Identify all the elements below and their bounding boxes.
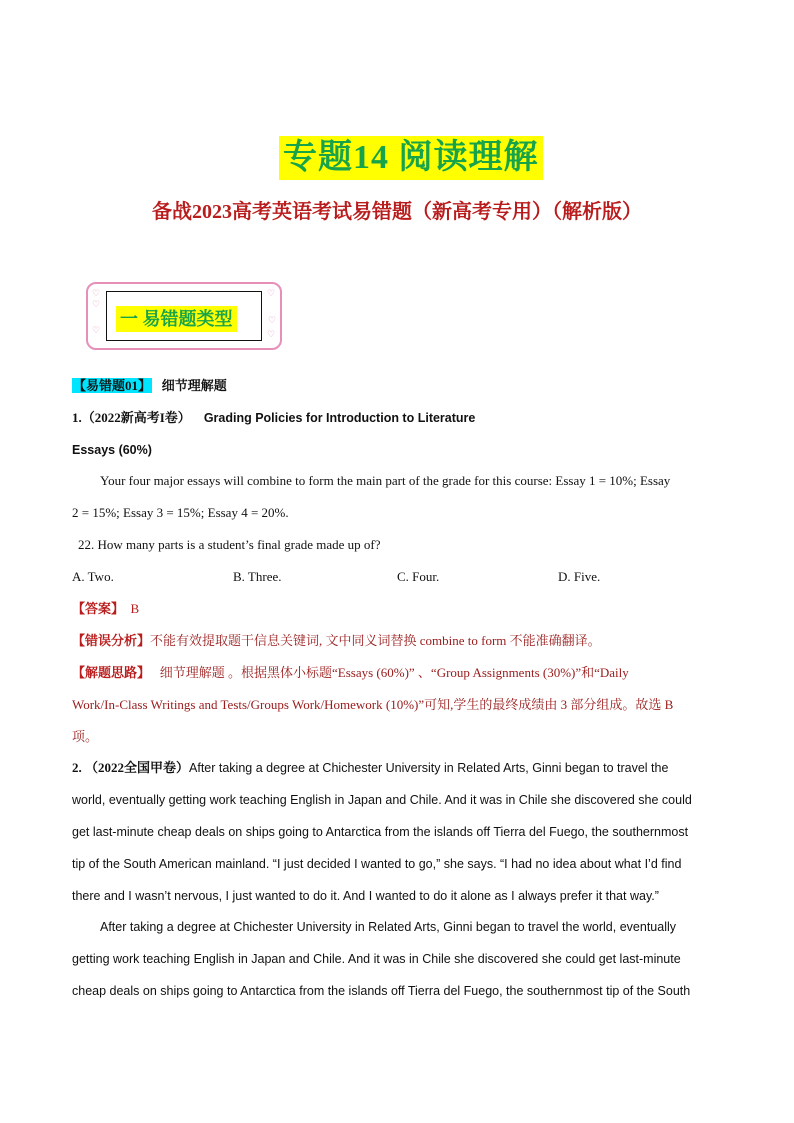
q1-solution xyxy=(72,663,629,683)
q1-error-analysis xyxy=(72,631,601,651)
section-heading: 一 易错题类型 xyxy=(116,306,237,332)
page-title: 专题14 阅读理解 xyxy=(279,136,543,180)
q1-option-c: C. Four. xyxy=(397,569,440,584)
solution-text: Work/In-Class Writings and Tests/Groups Work/Homework (10%)”可知,学生的最终成绩由 3 部分组成。故选 B xyxy=(72,697,674,712)
q2-passage-line xyxy=(72,758,668,778)
q2-text: After taking a degree at Chichester University in Related Arts, Ginni began to travel the xyxy=(189,761,669,775)
solution-text: 细节理解题 。根据黑体小标题“Essays (60%)” 、“Group Assignments (30%)”和“Daily xyxy=(159,665,629,680)
answer-value: B xyxy=(130,601,140,616)
heart-icon: ♡ xyxy=(92,299,101,309)
solution-label: 【解题思路】 xyxy=(72,665,151,680)
q2-passage-line: cheap deals on ships going to Antarctica from the islands off Tierra del Fuego, the southernmost tip of the South xyxy=(72,984,691,998)
q1-option-b: B. Three. xyxy=(233,569,282,584)
q1-answer xyxy=(72,599,139,619)
heart-icon: ♡ xyxy=(268,315,277,325)
q2-passage-line: getting work teaching English in Japan and Chile. And it was in Chile she discovered she could get last-minute xyxy=(72,952,681,966)
q1-source: 1.（2022新高考I卷） xyxy=(72,410,191,425)
error-text: 不能有效提取题干信息关键词, 文中同义词替换 combine to form 不能准确翻译。 xyxy=(150,633,601,648)
answer-label: 【答案】 xyxy=(72,601,125,616)
q1-option-a: A. Two. xyxy=(72,569,114,584)
q1-question: 22. How many parts is a student’s final grade made up of? xyxy=(78,537,381,552)
q1-option-d: D. Five. xyxy=(558,569,601,584)
q1-subheading: Essays (60%) xyxy=(72,443,152,457)
q2-passage-line: world, eventually getting work teaching English in Japan and Chile. And it was in Chile she discovered she could xyxy=(72,793,692,807)
heart-icon: ♡ xyxy=(92,325,101,335)
q1-heading xyxy=(72,408,475,428)
q1-passage-line: Your four major essays will combine to form the main part of the grade for this course: Essay 1 = 10%; Essay xyxy=(100,473,671,488)
page-subtitle: 备战2023高考英语考试易错题（新高考专用）（解析版） xyxy=(152,201,642,223)
q1-title: Grading Policies for Introduction to Literature xyxy=(203,411,476,425)
heart-icon: ♡ xyxy=(92,288,101,298)
heart-icon: ♡ xyxy=(267,329,276,339)
category-tag: 【易错题01】 xyxy=(73,378,152,393)
q2-passage-line: there and I wasn’t nervous, I just wanted to do it. And I wanted to do it alone as I always prefer it that way.” xyxy=(72,889,659,903)
solution-text: 项。 xyxy=(72,729,99,744)
q2-passage-line: tip of the South American mainland. “I just decided I wanted to go,” she says. “I had no idea about what I’d find xyxy=(72,857,682,871)
q2-passage-line: After taking a degree at Chichester University in Related Arts, Ginni began to travel the world, eventually xyxy=(100,920,676,934)
q1-passage-line: 2 = 15%; Essay 3 = 15%; Essay 4 = 20%. xyxy=(72,505,289,520)
q2-source: 2. （2022全国甲卷） xyxy=(72,760,190,775)
error-label: 【错误分析】 xyxy=(72,633,151,648)
category-name: 细节理解题 xyxy=(161,378,227,393)
heart-icon: ♡ xyxy=(267,288,276,298)
q2-passage-line: get last-minute cheap deals on ships going to Antarctica from the islands off Tierra del Fuego, the southernmost xyxy=(72,825,689,839)
category-heading xyxy=(72,376,227,396)
